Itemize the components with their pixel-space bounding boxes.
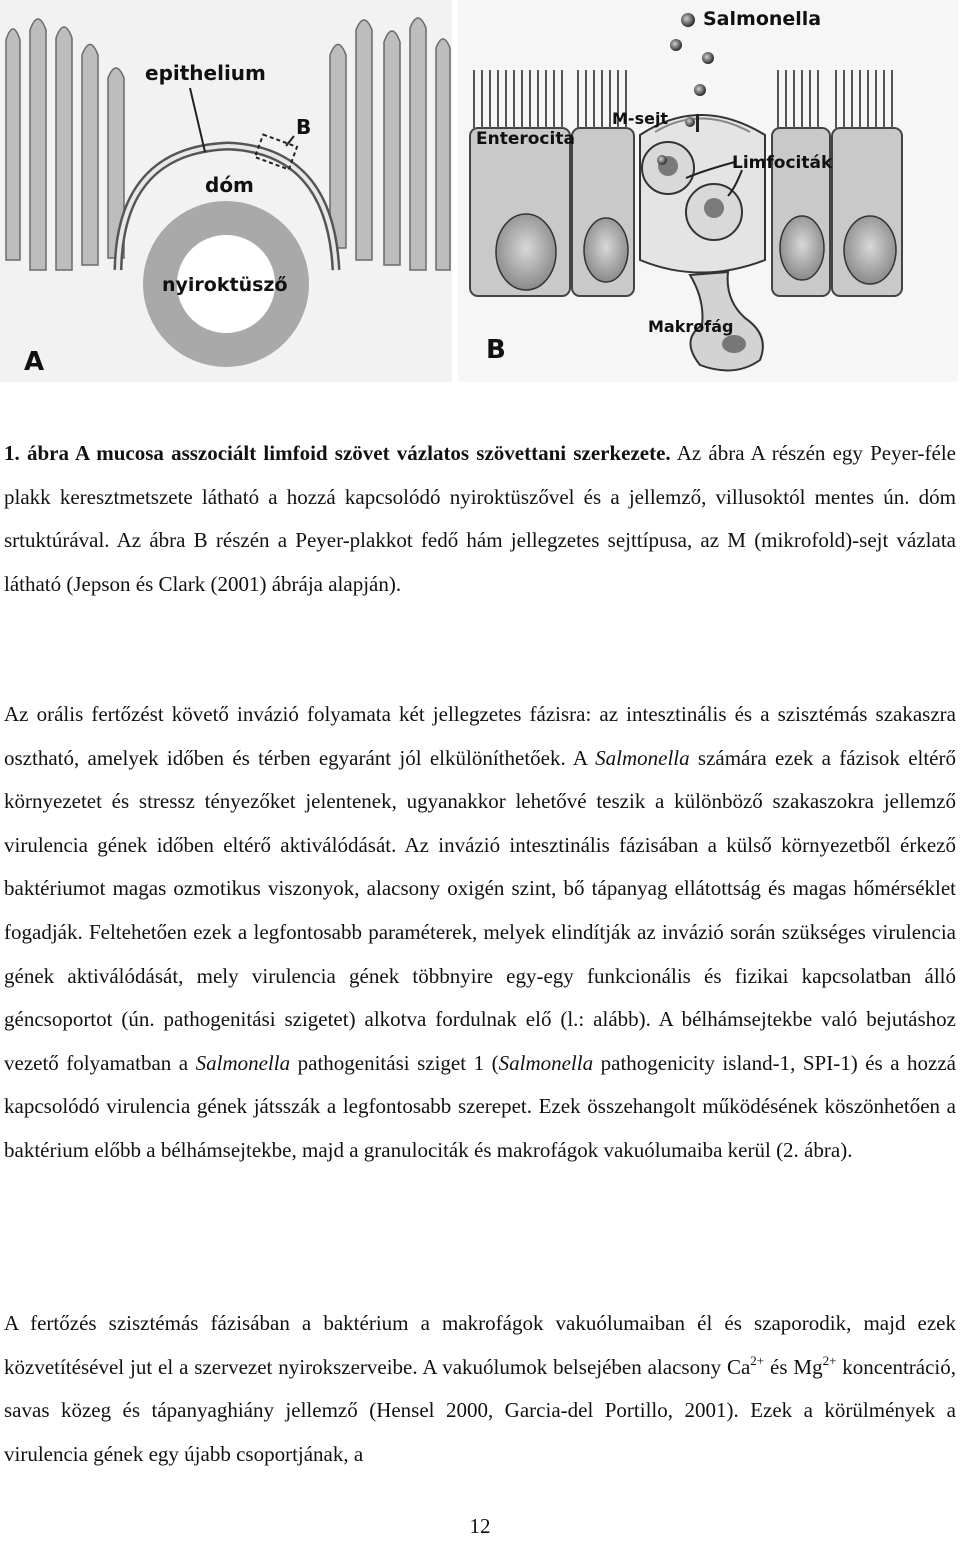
paragraph-systemic-phase <box>4 1302 956 1476</box>
label-m-cell: M-sejt <box>612 109 669 128</box>
label-macrophage: Makrofág <box>648 317 734 336</box>
caption-title: 1. ábra A mucosa asszociált limfoid szövet vázlatos szövettani szerkezete. <box>4 441 671 465</box>
label-salmonella: Salmonella <box>703 8 822 30</box>
figure-caption <box>4 432 956 606</box>
m-cell-pointer <box>696 114 699 132</box>
figure-1-drawing <box>0 0 960 390</box>
para2-superscript-1: 2+ <box>750 1352 765 1368</box>
lymphocyte-2-nucleus <box>704 198 724 218</box>
label-enterocyte: Enterocita <box>476 129 575 149</box>
label-region-b: B <box>296 115 312 139</box>
label-lymphocytes: Limfociták <box>732 153 833 173</box>
para1-salmonella-3: Salmonella <box>498 1050 594 1075</box>
para1-text-1: Az orális fertőzést követő invázió folyamata két jellegzetes fázisra: az intesztinális és a szisztémás szakaszra osztható, amelyek időben és térben egyaránt jól elkülöníthetőek. A <box>4 702 956 770</box>
panel-a <box>0 0 452 382</box>
para1-salmonella-1: Salmonella <box>595 745 690 770</box>
label-epithelium: epithelium <box>145 61 266 85</box>
para2-text-2: és Mg <box>764 1354 823 1379</box>
para2-text-1: A fertőzés szisztémás fázisában a baktérium a makrofágok vakuólumaiban él és szaporodik, majd ezek közvetítésével jut el a szervezet nyirokszerveibe. A vakuólumok belsejében alacsony Ca <box>4 1311 956 1379</box>
label-follicle: nyiroktüsző <box>162 274 288 296</box>
panel-b <box>458 0 958 382</box>
para1-text-2: számára ezek a fázisok eltérő környezetet és stressz tényezőket jelentenek, ugyanakkor lehetővé teszik a különböző szakaszokra jellemző virulencia gének időben eltérő aktiválódását. Az invázió intesztinális fázisában a külső környezetből érkező baktériumot magas ozmotikus viszonyok, alacsony oxigén szint, bő tápanyag ellátottság és magas hőmérséklet fogadják. Feltehetően ezek a legfontosabb paraméterek, melyek elindítják az invázió során szükséges virulencia gének aktiválódását, mely virulencia gének többnyire egy-egy funkcionális és fizikai kapcsolatban álló géncsoportot (ún. pathogenitási szigetet) alkotva fordulnak elő (l.: alább). A bélhámsejtekbe való bejutáshoz vezető folyamatban a <box>4 745 956 1075</box>
panel-a-letter: A <box>24 347 45 377</box>
para2-superscript-2: 2+ <box>822 1352 837 1368</box>
page-number: 12 <box>469 1514 491 1538</box>
para2-text-3: koncentráció, savas közeg és tápanyaghiány jellemző (Hensel 2000, Garcia-del Portillo, 2001). Ezek a körülmények a virulencia gének egy újabb csoportjának, a <box>4 1354 956 1466</box>
paragraph-invasion <box>4 693 956 1173</box>
para1-text-4: pathogenicity island-1, SPI-1) és a hozzá kapcsolódó virulencia gének játsszák a legfontosabb szerepet. Ezek összehangolt működésének köszönhetően a baktérium előbb a bélhámsejtekbe, majd a granulociták és makrofágok vakuólumaiba kerül (2. ábra). <box>4 1050 956 1162</box>
caption-text: Az ábra A részén egy Peyer-féle plakk keresztmetszete látható a hozzá kapcsolódó nyiroktüszővel és a jellemző, villusoktól mentes ún. dóm srtuktúrával. Az ábra B részén a Peyer-plakkot fedő hám jellegzetes sejttípusa, az M (mikrofold)-sejt vázlata látható (Jepson és Clark (2001) ábrája alapján). <box>4 441 956 596</box>
para1-salmonella-2: Salmonella <box>195 1050 291 1075</box>
para1-text-3: pathogenitási sziget 1 ( <box>290 1050 499 1075</box>
label-dome: dóm <box>205 173 254 197</box>
figure-1 <box>0 0 960 390</box>
macrophage-nucleus <box>722 335 746 353</box>
panel-b-letter: B <box>486 335 506 365</box>
